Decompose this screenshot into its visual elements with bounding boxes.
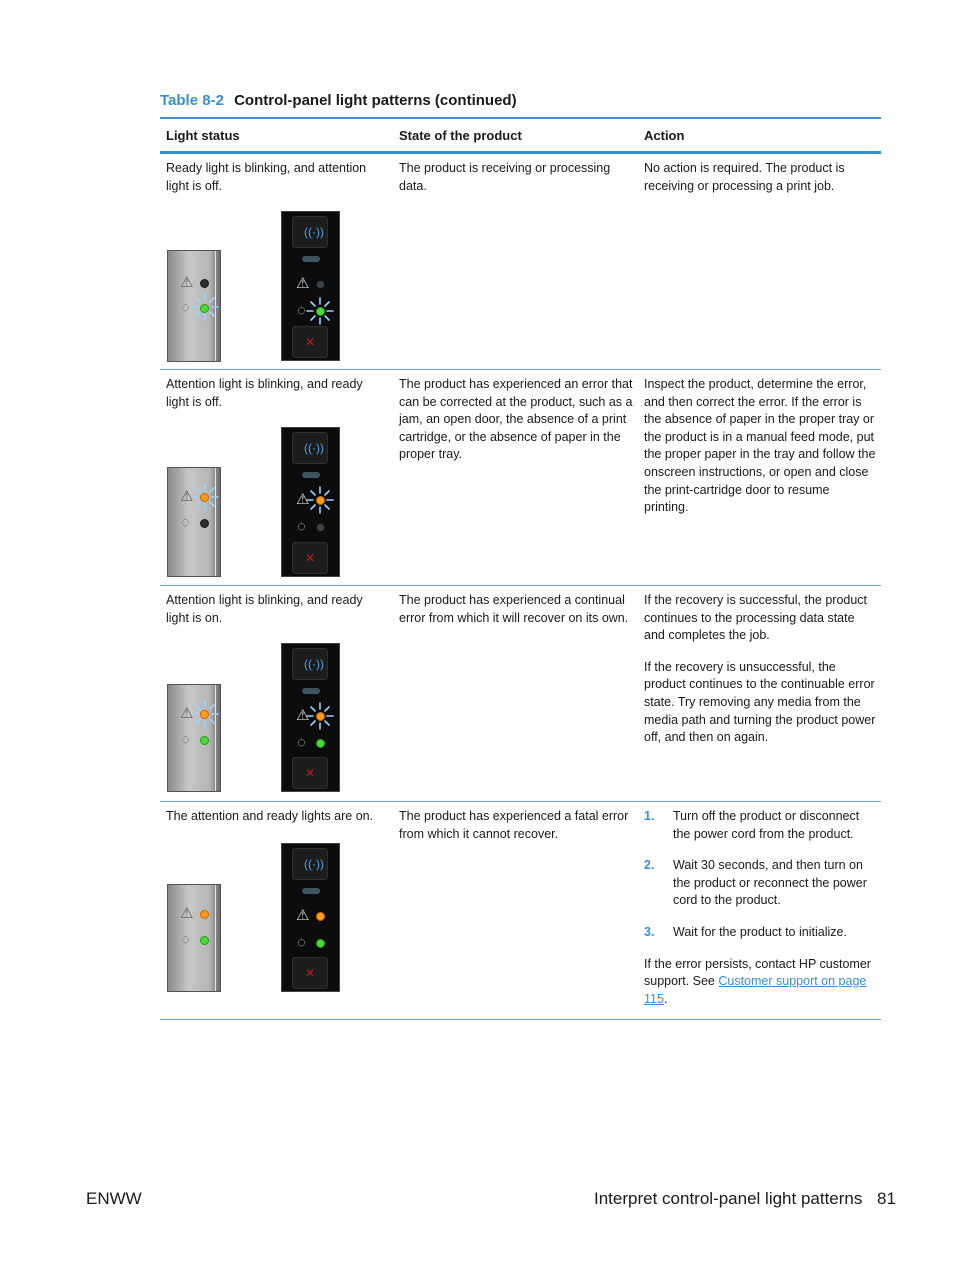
step-number: 3. <box>644 924 655 939</box>
wireless-button <box>292 432 328 464</box>
cancel-button <box>292 542 328 574</box>
power-ring-icon: ◌ <box>181 299 190 316</box>
table-row <box>160 802 881 1020</box>
list-item <box>644 808 876 843</box>
warning-triangle-icon: ⚠ <box>296 491 310 508</box>
list-item <box>644 924 876 942</box>
power-ring-icon: ◌ <box>297 302 306 319</box>
footer-section-title: Interpret control-panel light patterns <box>594 1189 863 1208</box>
step-number: 1. <box>644 809 655 823</box>
action-cell <box>644 376 876 531</box>
table-row <box>160 586 881 802</box>
step-number: 2. <box>644 858 655 873</box>
table-row <box>160 370 881 586</box>
page-number: 81 <box>877 1189 896 1208</box>
header-action: Action <box>644 128 685 143</box>
wireless-indicator <box>302 888 320 894</box>
warning-triangle-icon: ⚠ <box>296 707 310 724</box>
warning-triangle-icon: ⚠ <box>296 275 310 292</box>
power-ring-icon: ◌ <box>181 731 190 748</box>
small-control-panel <box>167 250 221 362</box>
state-cell: The product is receiving or processing data. <box>399 161 611 193</box>
warning-triangle-icon: ⚠ <box>180 488 194 505</box>
action-paragraph: If the recovery is unsuccessful, the product continues to the continuable error state. Try removing any media from the media path and turning the product power off, and then on again. <box>644 659 876 745</box>
ready-led <box>200 519 209 528</box>
header-light-status: Light status <box>166 128 240 143</box>
wireless-indicator <box>302 472 320 478</box>
attention-led <box>316 496 325 505</box>
cancel-button <box>292 326 328 358</box>
ready-led <box>316 523 325 532</box>
support-text: If the error persists, contact HP customer support. See <box>644 956 871 989</box>
step-text: Turn off the product or disconnect the power cord from the product. <box>673 809 860 841</box>
footer-left: ENWW <box>86 1189 142 1208</box>
table-caption <box>160 92 517 109</box>
ready-led <box>200 736 209 745</box>
light-patterns-table <box>160 117 881 1020</box>
wireless-icon: ((·)) <box>304 657 324 671</box>
wireless-indicator <box>302 256 320 262</box>
power-ring-icon: ◌ <box>297 934 306 951</box>
power-ring-icon: ◌ <box>297 734 306 751</box>
customer-support-link[interactable]: Customer support on page 115 <box>644 974 867 1006</box>
attention-led <box>200 493 209 502</box>
light-status-cell: The attention and ready lights are on. <box>166 809 374 823</box>
step-text: Wait 30 seconds, and then turn on the product or reconnect the power cord to the product. <box>673 858 867 908</box>
table-number: Table 8-2 <box>160 92 224 109</box>
light-status-cell: Attention light is blinking, and ready light is on. <box>166 593 363 625</box>
cancel-x-icon: ✕ <box>305 966 316 980</box>
ready-led <box>316 307 325 316</box>
wireless-button <box>292 848 328 880</box>
header-state: State of the product <box>399 128 522 143</box>
action-paragraph: No action is required. The product is receiving or processing a print job. <box>644 161 845 193</box>
wireless-indicator <box>302 688 320 694</box>
power-ring-icon: ◌ <box>181 514 190 531</box>
light-status-cell: Ready light is blinking, and attention light is off. <box>166 161 367 193</box>
small-control-panel <box>167 884 221 992</box>
support-text-end: . <box>663 991 668 1006</box>
table-header <box>160 117 881 154</box>
warning-triangle-icon: ⚠ <box>180 274 194 291</box>
cancel-button <box>292 957 328 989</box>
wireless-icon: ((·)) <box>304 857 324 871</box>
large-control-panel <box>281 643 340 792</box>
action-paragraph: Inspect the product, determine the error, and then correct the error. If the error is the absence of paper in the proper tray or the product is in a manual feed mode, put the proper paper in the tray and follow the onscreen instructions, or open and close the print-cartridge door to resume printing. <box>644 377 876 515</box>
action-cell <box>644 160 876 209</box>
large-control-panel <box>281 427 340 577</box>
warning-triangle-icon: ⚠ <box>180 705 194 722</box>
steps-list <box>644 808 876 942</box>
large-control-panel <box>281 843 340 992</box>
warning-triangle-icon: ⚠ <box>296 907 310 924</box>
wireless-button <box>292 648 328 680</box>
attention-led <box>316 280 325 289</box>
list-item <box>644 857 876 910</box>
table-row <box>160 154 881 370</box>
attention-led <box>200 710 209 719</box>
table-title: Control-panel light patterns (continued) <box>234 92 517 109</box>
action-paragraph <box>644 956 876 1009</box>
attention-led <box>200 910 209 919</box>
attention-led <box>316 912 325 921</box>
action-cell <box>644 592 876 761</box>
large-control-panel <box>281 211 340 361</box>
cancel-x-icon: ✕ <box>305 766 316 780</box>
cancel-button <box>292 757 328 789</box>
cancel-x-icon: ✕ <box>305 335 316 349</box>
attention-led <box>316 712 325 721</box>
warning-triangle-icon: ⚠ <box>180 905 194 922</box>
attention-led <box>200 279 209 288</box>
light-status-cell: Attention light is blinking, and ready light is off. <box>166 377 363 409</box>
ready-led <box>200 936 209 945</box>
power-ring-icon: ◌ <box>297 518 306 535</box>
ready-led <box>316 739 325 748</box>
step-text: Wait for the product to initialize. <box>673 924 847 939</box>
ready-led <box>316 939 325 948</box>
action-paragraph: If the recovery is successful, the product continues to the processing data state and completes the job. <box>644 593 868 643</box>
wireless-button <box>292 216 328 248</box>
small-control-panel <box>167 467 221 577</box>
ready-led <box>200 304 209 313</box>
wireless-icon: ((·)) <box>304 225 324 239</box>
state-cell: The product has experienced a fatal error from which it cannot recover. <box>399 809 629 841</box>
small-control-panel <box>167 684 221 792</box>
power-ring-icon: ◌ <box>181 931 190 948</box>
state-cell: The product has experienced a continual error from which it will recover on its own. <box>399 593 629 625</box>
action-cell <box>644 808 876 1022</box>
wireless-icon: ((·)) <box>304 441 324 455</box>
cancel-x-icon: ✕ <box>305 551 316 565</box>
state-cell: The product has experienced an error that can be corrected at the product, such as a jam, an open door, the absence of a print cartridge, or the absence of paper in the proper tray. <box>399 377 633 462</box>
